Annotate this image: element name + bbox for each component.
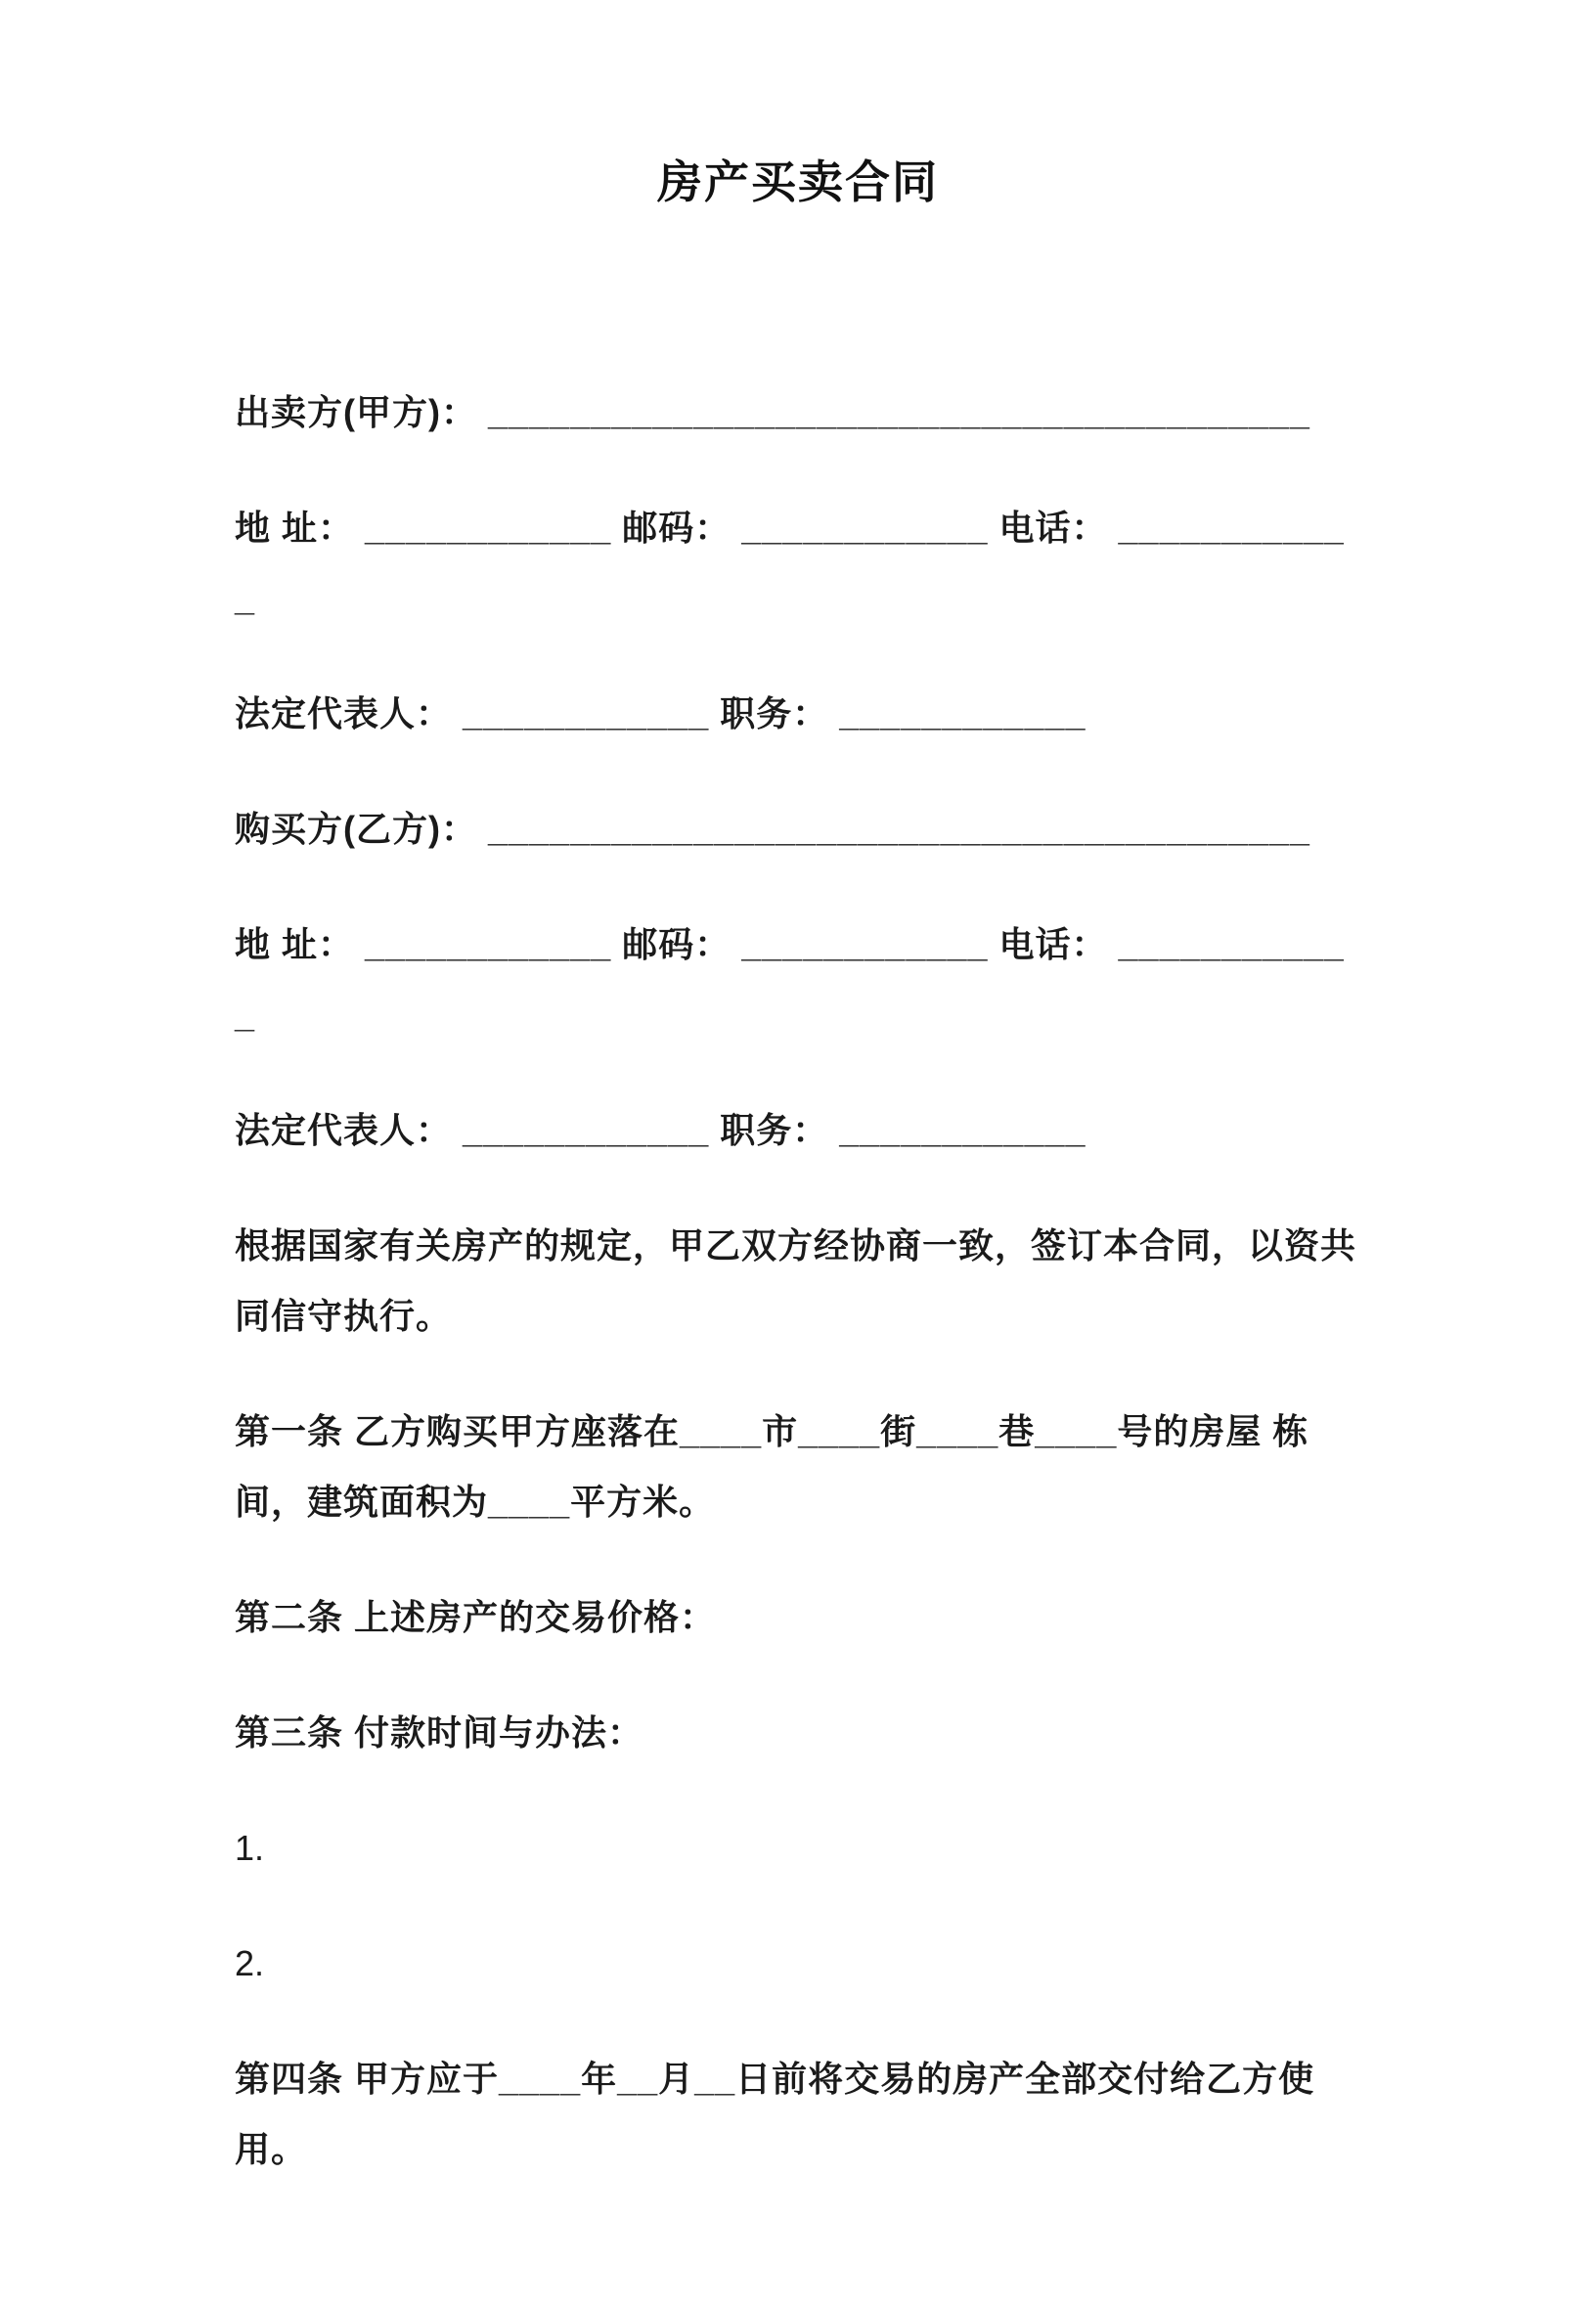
paragraph-preamble: 根据国家有关房产的规定，甲乙双方经协商一致，签订本合同，以资共同信守执行。: [235, 1225, 1357, 1336]
document-title: 房产买卖合同: [657, 156, 939, 207]
paragraph-article-3: 第三条 付款时间与办法：: [235, 1712, 644, 1753]
paragraph-seller-address: 地 址： ____________ 邮码： ____________ 电话： ____________: [235, 508, 1345, 618]
paragraph-seller-party: 出卖方(甲方)： ________________________________________: [235, 392, 1310, 432]
paragraph-buyer-representative: 法定代表人： ____________ 职务： ____________: [235, 1110, 1086, 1150]
paragraph-article-4: 第四条 甲方应于____年__月__日前将交易的房产全部交付给乙方使用。: [235, 2059, 1315, 2169]
paragraph-article-2: 第二条 上述房产的交易价格：: [235, 1597, 717, 1637]
paragraph-list-item-2: 2.: [235, 1943, 265, 1983]
paragraph-buyer-party: 购买方(乙方)： ________________________________________: [235, 809, 1310, 849]
document-body: [235, 377, 1361, 2185]
paragraph-list-item-1: 1.: [235, 1828, 265, 1868]
paragraph-buyer-address: 地 址： ____________ 邮码： ____________ 电话： ____________: [235, 924, 1345, 1035]
paragraph-seller-representative: 法定代表人： ____________ 职务： ____________: [235, 693, 1086, 733]
paragraph-article-1: 第一条 乙方购买甲方座落在____市____街____巷____号的房屋 栋 间，建筑面积为____平方米。: [235, 1411, 1309, 1522]
